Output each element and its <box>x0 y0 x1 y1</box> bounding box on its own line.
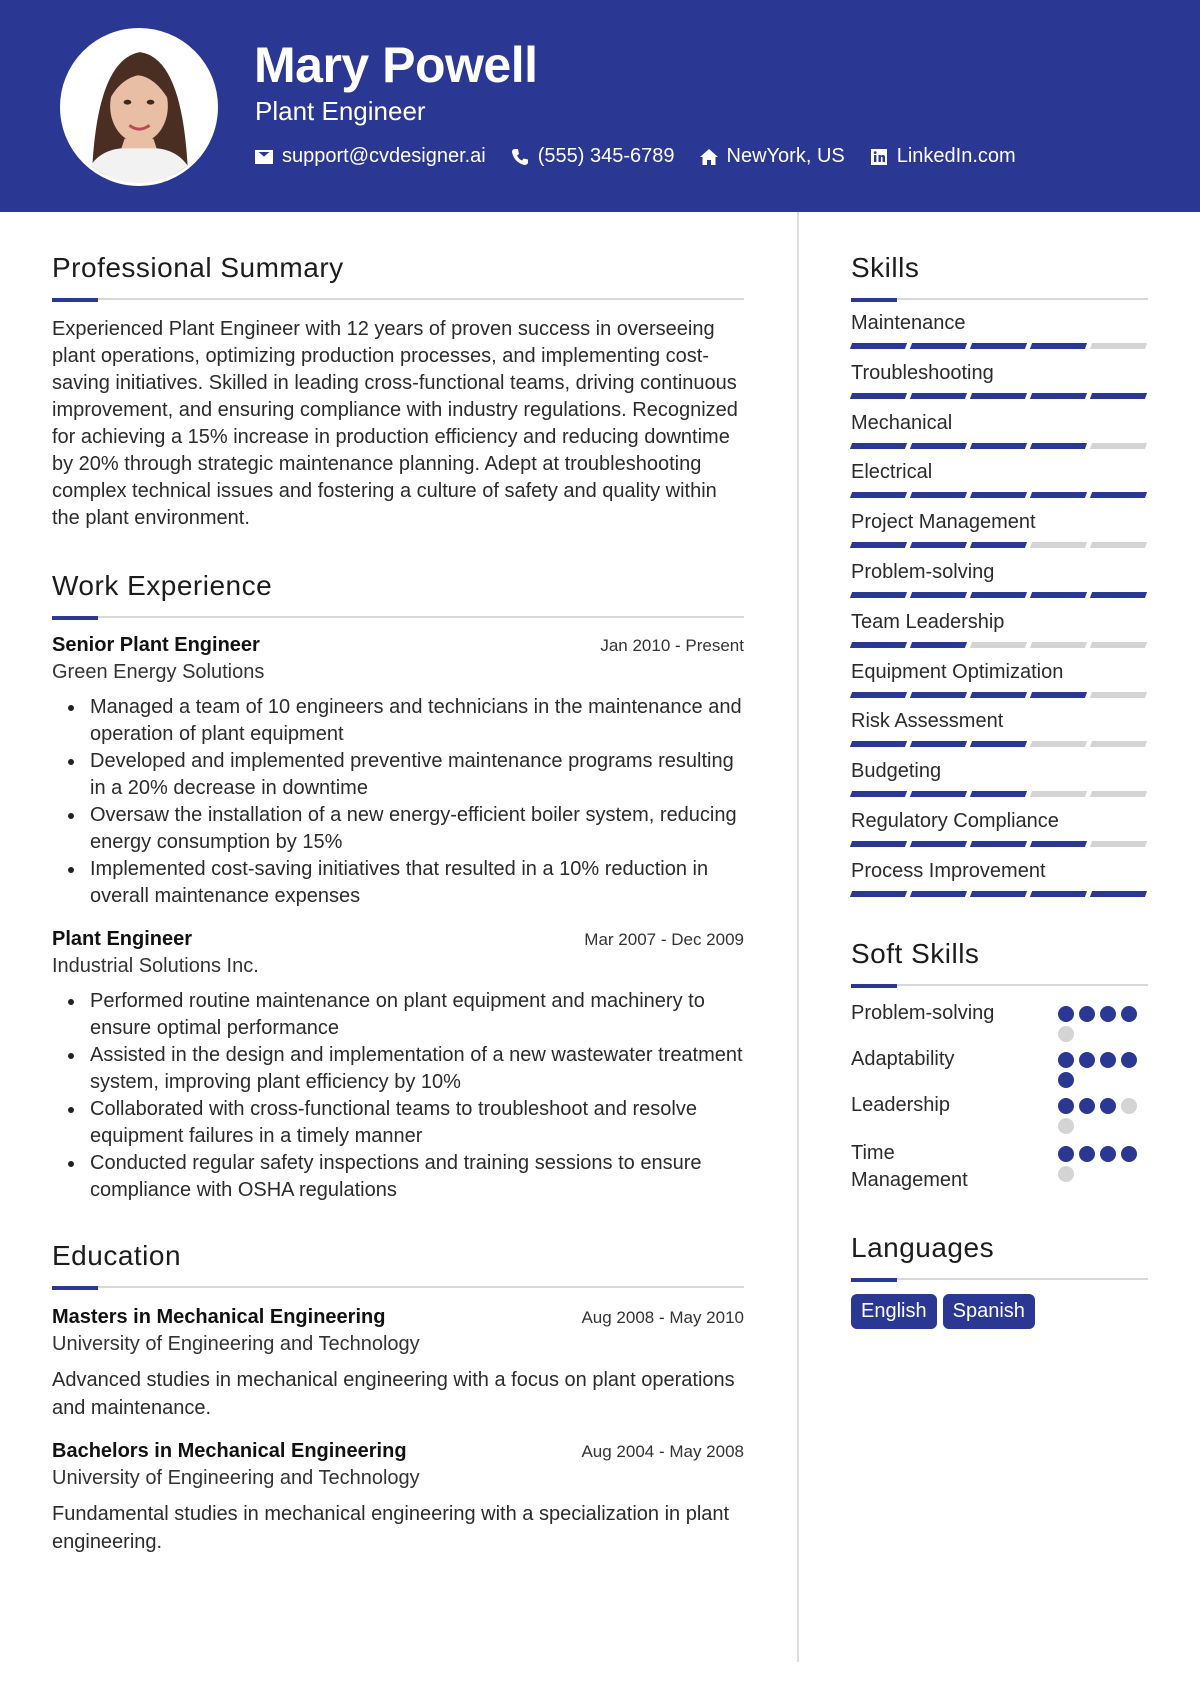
skill-name: Team Leadership <box>851 610 1005 633</box>
soft-skill-item <box>851 1092 1148 1134</box>
bullet-item: Managed a team of 10 engineers and technicians in the maintenance and operation of plant equipment <box>52 694 744 748</box>
skill-level-segment <box>1030 343 1087 349</box>
bullet-item: Conducted regular safety inspections and training sessions to ensure compliance with OSHA regulations <box>52 1150 744 1204</box>
job-company: Green Energy Solutions <box>52 661 265 683</box>
skill-level-segment <box>850 542 907 548</box>
skill-level-bar <box>851 393 1148 399</box>
skill-level-bar <box>851 343 1148 349</box>
skill-level-segment <box>970 841 1027 847</box>
skill-item <box>851 400 1148 450</box>
section-rule <box>52 1286 744 1288</box>
skill-name: Regulatory Compliance <box>851 809 1059 832</box>
skill-level-segment <box>850 791 907 797</box>
skill-level-segment <box>970 891 1027 897</box>
email-text[interactable]: support@cvdesigner.ai <box>282 145 486 167</box>
candidate-name: Mary Powell <box>254 37 538 93</box>
skill-level-segment <box>1090 841 1147 847</box>
job-title: Senior Plant Engineer <box>52 634 260 656</box>
education-dates: Aug 2004 - May 2008 <box>581 1442 744 1461</box>
bullet-item: Collaborated with cross-functional teams to troubleshoot and resolve equipment failures in a timely manner <box>52 1096 744 1150</box>
skill-level-segment <box>1030 741 1087 747</box>
soft-skill-rating <box>1058 1046 1148 1088</box>
skill-level-segment <box>910 741 967 747</box>
skill-level-segment <box>850 841 907 847</box>
rating-dot <box>1121 1146 1137 1162</box>
section-rule <box>851 984 1148 986</box>
skill-level-segment <box>850 443 907 449</box>
rating-dot <box>1079 1006 1095 1022</box>
skill-level-segment <box>970 741 1027 747</box>
skill-level-segment <box>910 791 967 797</box>
skill-level-segment <box>1030 791 1087 797</box>
education-heading: Education <box>52 1240 182 1271</box>
skill-level-segment <box>1090 791 1147 797</box>
skill-level-segment <box>910 891 967 897</box>
skill-item <box>851 499 1148 549</box>
skill-level-segment <box>910 841 967 847</box>
skill-name: Budgeting <box>851 760 942 783</box>
skill-level-segment <box>910 692 967 698</box>
skill-level-segment <box>1030 592 1087 598</box>
skill-level-segment <box>1090 343 1147 349</box>
degree-title: Masters in Mechanical Engineering <box>52 1306 386 1328</box>
skill-level-segment <box>910 393 967 399</box>
skill-level-bar <box>851 492 1148 498</box>
skill-name: Project Management <box>851 511 1036 534</box>
summary-heading: Professional Summary <box>52 252 344 283</box>
contact-linkedin[interactable] <box>869 145 1016 168</box>
skill-level-segment <box>970 791 1027 797</box>
envelope-icon <box>254 147 274 167</box>
skill-level-segment <box>970 393 1027 399</box>
skill-level-segment <box>850 343 907 349</box>
home-icon <box>699 147 719 167</box>
soft-skill-item <box>851 1046 1148 1088</box>
skill-level-bar <box>851 592 1148 598</box>
avatar <box>60 28 218 186</box>
profile-photo <box>63 31 215 183</box>
skill-level-segment <box>1090 492 1147 498</box>
job-dates: Jan 2010 - Present <box>600 636 744 655</box>
rating-dot <box>1121 1098 1137 1114</box>
rating-dot <box>1079 1098 1095 1114</box>
skill-level-segment <box>1030 542 1087 548</box>
rating-dot <box>1058 1072 1074 1088</box>
education-desc: Fundamental studies in mechanical engineering with a specialization in plant engineering. <box>52 1503 730 1553</box>
job-entry <box>52 634 744 910</box>
education-entry <box>52 1440 744 1556</box>
rating-dot <box>1079 1052 1095 1068</box>
section-rule <box>52 298 744 300</box>
skill-level-segment <box>1030 692 1087 698</box>
skill-level-bar <box>851 692 1148 698</box>
skill-name: Troubleshooting <box>851 361 994 384</box>
rating-dot <box>1058 1146 1074 1162</box>
skill-level-bar <box>851 443 1148 449</box>
rating-dot <box>1121 1052 1137 1068</box>
skill-level-segment <box>910 642 967 648</box>
skill-level-segment <box>850 492 907 498</box>
section-rule <box>851 1278 1148 1280</box>
skill-level-segment <box>1030 393 1087 399</box>
rating-dot <box>1058 1166 1074 1182</box>
soft-skills-section <box>851 938 1148 1194</box>
skill-level-segment <box>1090 592 1147 598</box>
bullet-item: Developed and implemented preventive maintenance programs resulting in a 20% decrease in downtime <box>52 748 744 802</box>
skill-level-segment <box>850 692 907 698</box>
skill-name: Mechanical <box>851 411 953 434</box>
skill-item <box>851 599 1148 649</box>
contact-email[interactable] <box>254 145 486 168</box>
rating-dot <box>1058 1006 1074 1022</box>
skill-level-segment <box>970 592 1027 598</box>
soft-skill-name: Problem-solving <box>851 1001 995 1024</box>
soft-skill-rating <box>1058 1140 1148 1182</box>
job-bullets <box>52 988 744 1204</box>
skill-level-segment <box>1090 741 1147 747</box>
languages-list <box>851 1294 1148 1329</box>
contact-phone[interactable] <box>510 145 675 168</box>
section-rule <box>52 616 744 618</box>
soft-skill-name: Time Management <box>851 1141 968 1191</box>
skill-item <box>851 698 1148 748</box>
job-title: Plant Engineer <box>52 928 193 950</box>
education-entry <box>52 1306 744 1422</box>
column-divider <box>797 212 799 1662</box>
skill-level-segment <box>1090 443 1147 449</box>
rating-dot <box>1058 1026 1074 1042</box>
skill-item <box>851 848 1148 898</box>
rating-dot <box>1100 1146 1116 1162</box>
skill-level-segment <box>1030 891 1087 897</box>
skill-level-segment <box>850 642 907 648</box>
candidate-title: Plant Engineer <box>255 96 426 126</box>
contact-location <box>699 145 845 168</box>
school-name: University of Engineering and Technology <box>52 1467 420 1489</box>
rating-dot <box>1100 1052 1116 1068</box>
section-rule <box>851 298 1148 300</box>
bullet-item: Assisted in the design and implementation of a new wastewater treatment system, improving plant efficiency by 10% <box>52 1042 744 1096</box>
phone-text[interactable]: (555) 345-6789 <box>537 145 675 167</box>
languages-section <box>851 1232 1148 1329</box>
education-section <box>52 1240 744 1556</box>
linkedin-icon <box>869 147 889 167</box>
sidebar-column <box>851 252 1148 1329</box>
language-badge: English <box>851 1294 937 1329</box>
soft-skill-rating <box>1058 1092 1148 1134</box>
soft-skill-name: Leadership <box>851 1093 950 1116</box>
skills-heading: Skills <box>851 252 920 283</box>
skill-item <box>851 549 1148 599</box>
languages-heading: Languages <box>851 1231 995 1263</box>
skill-level-segment <box>970 443 1027 449</box>
skill-level-segment <box>1030 492 1087 498</box>
soft-skills-heading: Soft Skills <box>851 937 980 969</box>
contact-row <box>254 145 1016 168</box>
main-column <box>52 252 744 1556</box>
rating-dot <box>1058 1118 1074 1134</box>
skill-item <box>851 350 1148 400</box>
degree-title: Bachelors in Mechanical Engineering <box>52 1440 407 1462</box>
skill-item <box>851 798 1148 848</box>
skill-level-segment <box>850 891 907 897</box>
location-text: NewYork, US <box>726 145 845 167</box>
skill-item <box>851 649 1148 699</box>
skill-level-segment <box>970 542 1027 548</box>
language-badge: Spanish <box>943 1294 1035 1329</box>
skill-level-bar <box>851 642 1148 648</box>
rating-dot <box>1100 1006 1116 1022</box>
skill-level-segment <box>910 592 967 598</box>
skill-level-bar <box>851 741 1148 747</box>
skill-name: Maintenance <box>851 312 966 334</box>
skill-level-segment <box>910 492 967 498</box>
bullet-item: Oversaw the installation of a new energy-efficient boiler system, reducing energy consumption by 15% <box>52 802 744 856</box>
skill-level-segment <box>970 343 1027 349</box>
soft-skills-list <box>851 1000 1148 1194</box>
skill-item <box>851 748 1148 798</box>
skill-item <box>851 300 1148 350</box>
skill-level-segment <box>970 492 1027 498</box>
skills-section <box>851 252 1148 898</box>
summary-section <box>52 252 744 532</box>
job-entry <box>52 928 744 1204</box>
skill-level-segment <box>1030 841 1087 847</box>
rating-dot <box>1058 1052 1074 1068</box>
phone-icon <box>510 147 530 167</box>
skill-level-segment <box>850 592 907 598</box>
job-bullets <box>52 694 744 910</box>
skill-level-bar <box>851 891 1148 897</box>
education-desc: Advanced studies in mechanical engineering with a focus on plant operations and maintenance. <box>52 1369 735 1419</box>
skill-level-segment <box>1090 642 1147 648</box>
skill-level-bar <box>851 542 1148 548</box>
bullet-item: Implemented cost-saving initiatives that resulted in a 10% reduction in overall maintenance expenses <box>52 856 744 910</box>
experience-section <box>52 570 744 1204</box>
skills-list <box>851 300 1148 898</box>
skill-level-segment <box>910 443 967 449</box>
soft-skill-item <box>851 1000 1148 1042</box>
skill-name: Risk Assessment <box>851 710 1004 733</box>
skill-level-segment <box>1090 393 1147 399</box>
skill-level-segment <box>1090 542 1147 548</box>
soft-skill-item <box>851 1140 1148 1194</box>
rating-dot <box>1079 1146 1095 1162</box>
education-dates: Aug 2008 - May 2010 <box>581 1308 744 1327</box>
skill-name: Problem-solving <box>851 560 995 583</box>
experience-heading: Work Experience <box>52 570 273 601</box>
skill-name: Electrical <box>851 461 933 484</box>
skill-item <box>851 449 1148 499</box>
linkedin-text[interactable]: LinkedIn.com <box>896 145 1016 167</box>
job-dates: Mar 2007 - Dec 2009 <box>584 930 744 949</box>
bullet-item: Performed routine maintenance on plant equipment and machinery to ensure optimal performance <box>52 988 744 1042</box>
summary-text: Experienced Plant Engineer with 12 years of proven success in overseeing plant operations, optimizing production processes, and implementing cost-saving initiatives. Skilled in leading cross-functional teams, driving continuous improvement, and ensuring compliance with industry regulations. Recognized for achieving a 15% increase in production efficiency and reducing downtime by 20% through strategic maintenance planning. Adept at troubleshooting complex technical issues and fostering a culture of safety and quality within the plant environment. <box>52 318 738 529</box>
skill-level-segment <box>1030 642 1087 648</box>
soft-skill-rating <box>1058 1000 1148 1042</box>
skill-name: Process Improvement <box>851 859 1046 882</box>
skill-level-bar <box>851 841 1148 847</box>
skill-level-segment <box>1090 692 1147 698</box>
skill-level-bar <box>851 791 1148 797</box>
skill-level-segment <box>1090 891 1147 897</box>
skill-name: Equipment Optimization <box>851 660 1064 683</box>
rating-dot <box>1058 1098 1074 1114</box>
skill-level-segment <box>910 343 967 349</box>
school-name: University of Engineering and Technology <box>52 1333 420 1355</box>
job-company: Industrial Solutions Inc. <box>52 955 259 977</box>
rating-dot <box>1121 1006 1137 1022</box>
skill-level-segment <box>970 692 1027 698</box>
rating-dot <box>1100 1098 1116 1114</box>
skill-level-segment <box>910 542 967 548</box>
soft-skill-name: Adaptability <box>851 1047 955 1070</box>
skill-level-segment <box>1030 443 1087 449</box>
skill-level-segment <box>970 642 1027 648</box>
header-banner <box>0 0 1200 212</box>
skill-level-segment <box>850 393 907 399</box>
skill-level-segment <box>850 741 907 747</box>
